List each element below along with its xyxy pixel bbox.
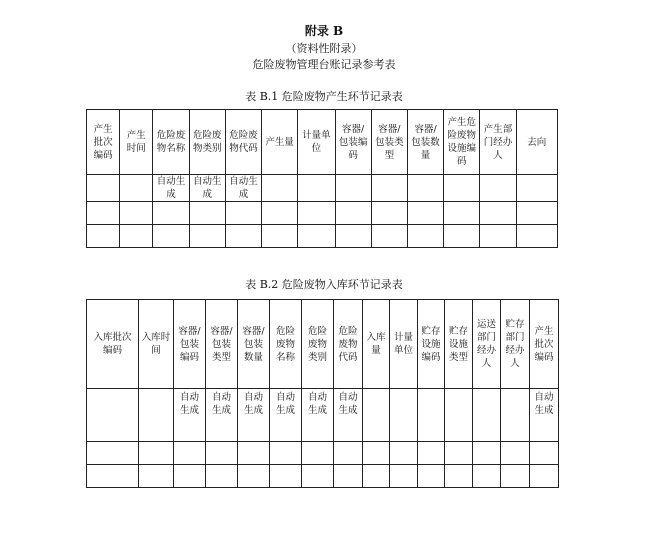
header-cell: 危险废物代码 [225, 110, 261, 175]
empty-cell [516, 225, 557, 248]
empty-cell [335, 202, 371, 225]
empty-cell [87, 465, 139, 488]
empty-cell [407, 225, 443, 248]
table-cell [120, 175, 153, 202]
empty-cell [120, 225, 153, 248]
empty-cell [418, 465, 445, 488]
table-cell: 自动生成 [225, 175, 261, 202]
table-cell [262, 175, 298, 202]
header-cell: 产生部门经办人 [480, 110, 516, 175]
empty-cell [501, 442, 530, 465]
empty-cell [153, 225, 189, 248]
header-cell: 计量单位 [390, 300, 418, 389]
empty-cell [225, 225, 261, 248]
empty-cell [480, 225, 516, 248]
empty-cell [334, 465, 363, 488]
table-cell: 自动生成 [334, 389, 363, 442]
table-cell [87, 175, 120, 202]
empty-cell [444, 225, 480, 248]
empty-cell [262, 202, 298, 225]
empty-cell [530, 465, 559, 488]
empty-cell [334, 442, 363, 465]
header-cell: 容器/包装类型 [206, 300, 238, 389]
document-title: 危险废物管理台账记录参考表 [252, 58, 396, 71]
table-cell [418, 389, 445, 442]
table-cell: 自动生成 [270, 389, 302, 442]
empty-cell [87, 442, 139, 465]
header-cell: 产生量 [262, 110, 298, 175]
table1-caption: 表 B.1 危险废物产生环节记录表 [245, 90, 403, 103]
storage-inbound-table [86, 299, 559, 488]
table-cell [444, 175, 480, 202]
empty-cell [444, 202, 480, 225]
table2-caption: 表 B.2 危险废物入库环节记录表 [245, 278, 403, 291]
table-cell [501, 389, 530, 442]
empty-cell [371, 225, 407, 248]
empty-cell [298, 225, 335, 248]
table-cell [363, 389, 390, 442]
header-cell: 危险废物名称 [270, 300, 302, 389]
empty-cell [390, 465, 418, 488]
table-header-row [87, 300, 559, 389]
header-cell: 贮存设施类型 [445, 300, 473, 389]
table-cell [390, 389, 418, 442]
table-cell [516, 175, 557, 202]
empty-cell [87, 202, 120, 225]
table-cell: 自动生成 [174, 389, 206, 442]
header-cell: 运送部门经办人 [473, 300, 501, 389]
empty-cell [270, 442, 302, 465]
empty-cell [238, 442, 270, 465]
table-cell [480, 175, 516, 202]
empty-cell [139, 442, 174, 465]
header-cell: 容器/包装编码 [174, 300, 206, 389]
empty-cell [480, 202, 516, 225]
header-cell: 入库量 [363, 300, 390, 389]
empty-cell [174, 465, 206, 488]
header-cell: 贮存部门经办人 [501, 300, 530, 389]
header-cell: 容器/包装编码 [335, 110, 371, 175]
empty-cell [363, 442, 390, 465]
appendix-label: 附录 B [304, 24, 344, 38]
header-cell: 产生批次编码 [87, 110, 120, 175]
empty-cell [225, 202, 261, 225]
header-cell: 容器/包装数量 [407, 110, 443, 175]
table-cell: 自动生成 [206, 389, 238, 442]
empty-cell [371, 202, 407, 225]
table-row [87, 175, 558, 202]
table-cell: 自动生成 [530, 389, 559, 442]
empty-cell [238, 465, 270, 488]
empty-cell [407, 202, 443, 225]
table-row [87, 442, 559, 465]
header-cell: 入库批次编码 [87, 300, 139, 389]
empty-cell [189, 202, 225, 225]
empty-cell [363, 465, 390, 488]
header-cell: 容器/包装数量 [238, 300, 270, 389]
table-cell: 自动生成 [153, 175, 189, 202]
empty-cell [206, 465, 238, 488]
table-cell: 自动生成 [189, 175, 225, 202]
header-cell: 危险废物类别 [302, 300, 334, 389]
empty-cell [153, 202, 189, 225]
table-row [87, 225, 558, 248]
table-cell: 自动生成 [302, 389, 334, 442]
header-cell: 计量单位 [298, 110, 335, 175]
table-cell [298, 175, 335, 202]
header-cell: 产生危险废物设施编码 [444, 110, 480, 175]
empty-cell [390, 442, 418, 465]
empty-cell [189, 225, 225, 248]
table-cell [445, 389, 473, 442]
empty-cell [501, 465, 530, 488]
table-row [87, 389, 559, 442]
header-cell: 危险废物类别 [189, 110, 225, 175]
empty-cell [516, 202, 557, 225]
empty-cell [206, 442, 238, 465]
table-cell [371, 175, 407, 202]
empty-cell [262, 225, 298, 248]
empty-cell [445, 442, 473, 465]
empty-cell [530, 442, 559, 465]
table-cell [473, 389, 501, 442]
table-cell [87, 389, 139, 442]
empty-cell [302, 442, 334, 465]
generation-record-table [86, 109, 558, 248]
table-cell [407, 175, 443, 202]
header-cell: 产生时间 [120, 110, 153, 175]
header-cell: 危险废物名称 [153, 110, 189, 175]
table-row [87, 202, 558, 225]
empty-cell [120, 202, 153, 225]
header-cell: 入库时间 [139, 300, 174, 389]
empty-cell [298, 202, 335, 225]
empty-cell [445, 465, 473, 488]
header-cell: 去向 [516, 110, 557, 175]
empty-cell [335, 225, 371, 248]
table-row [87, 465, 559, 488]
header-cell: 容器/包装类型 [371, 110, 407, 175]
empty-cell [473, 465, 501, 488]
table-header-row [87, 110, 558, 175]
table-cell [335, 175, 371, 202]
empty-cell [473, 442, 501, 465]
header-cell: 产生批次编码 [530, 300, 559, 389]
table-cell [139, 389, 174, 442]
header-cell: 危险废物代码 [334, 300, 363, 389]
appendix-note: （资料性附录） [285, 42, 363, 55]
empty-cell [174, 442, 206, 465]
header-cell: 贮存设施编码 [418, 300, 445, 389]
empty-cell [270, 465, 302, 488]
table-cell: 自动生成 [238, 389, 270, 442]
empty-cell [418, 442, 445, 465]
empty-cell [87, 225, 120, 248]
empty-cell [302, 465, 334, 488]
empty-cell [139, 465, 174, 488]
